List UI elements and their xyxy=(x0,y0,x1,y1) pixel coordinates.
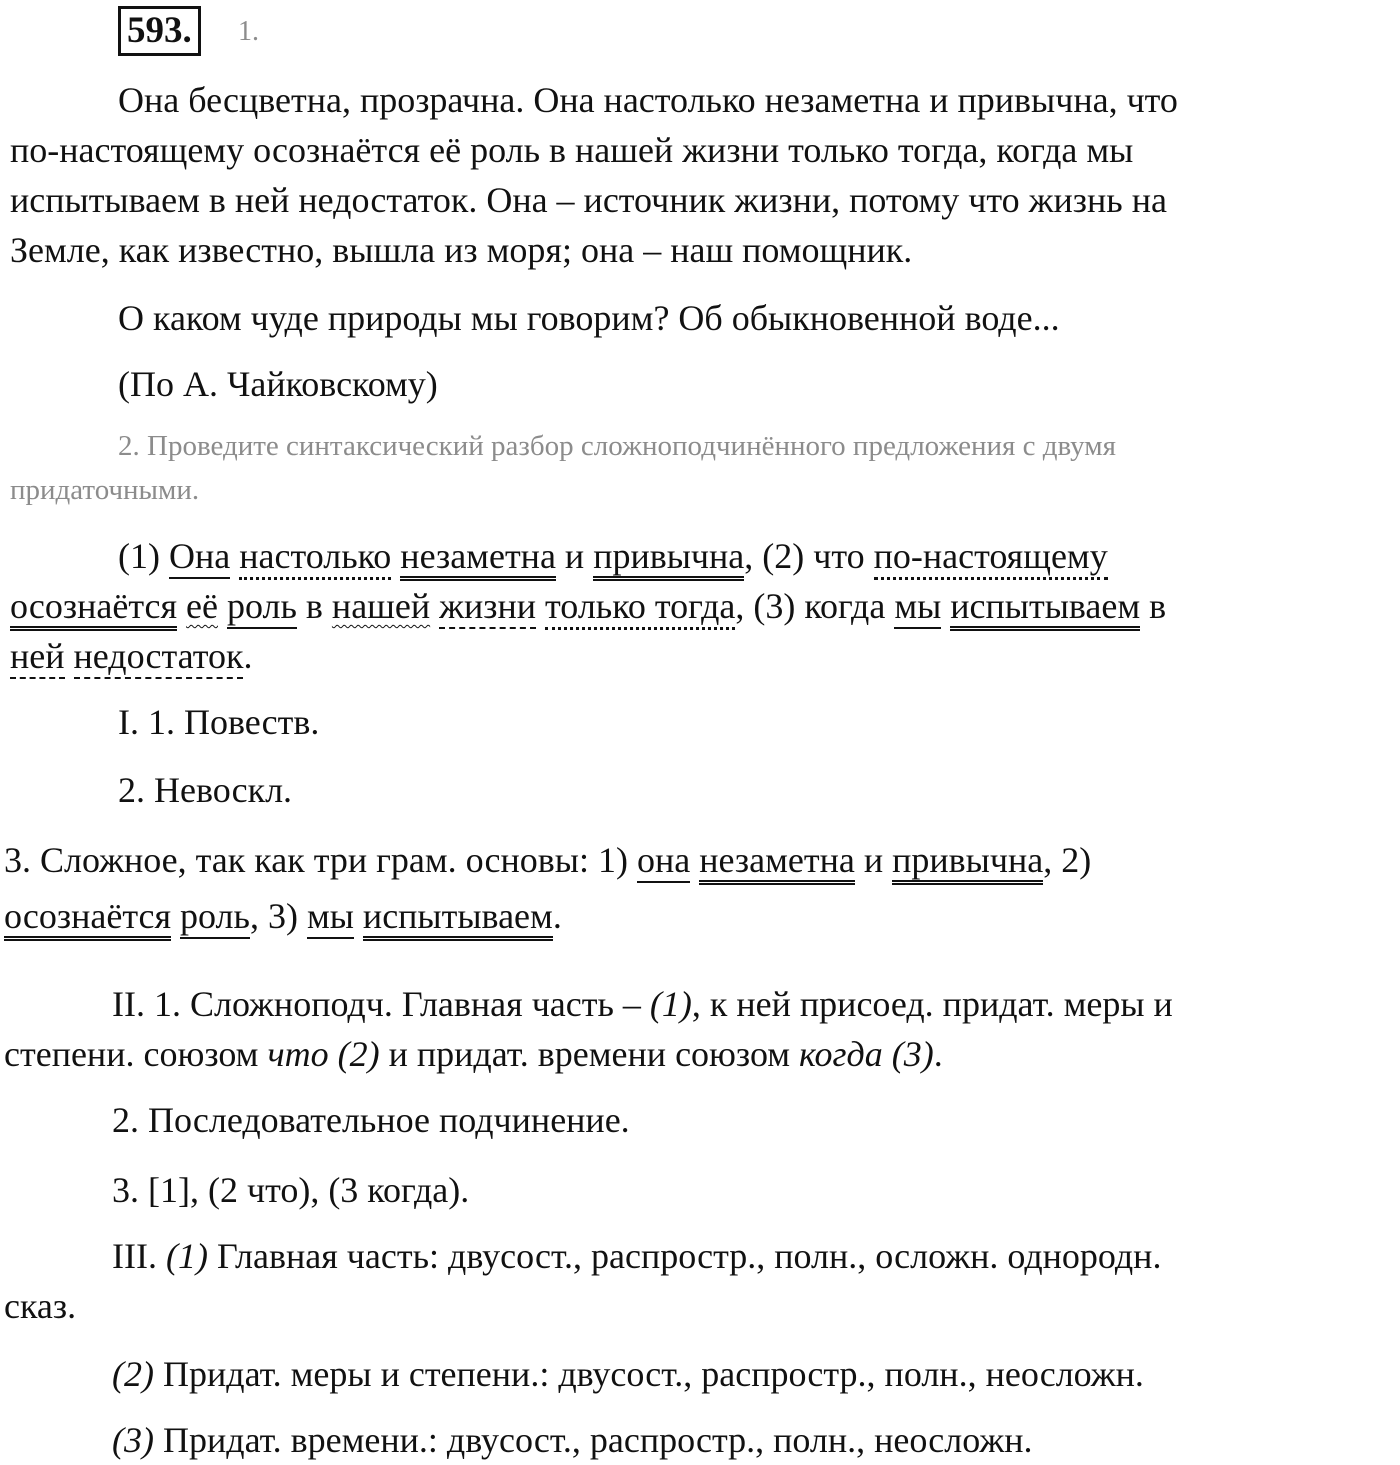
predicate: незаметна xyxy=(699,840,855,885)
adverbial: по-настоящему xyxy=(874,536,1108,580)
object: недостаток xyxy=(74,636,244,679)
predicate: осознаётся xyxy=(4,896,171,941)
analysis-I-1: I. 1. Повеств. xyxy=(118,702,320,742)
analysis-I-3-line-1 xyxy=(4,838,1091,882)
text-line-3: испытываем в ней недостаток. Она – источник жизни, потому что жизнь на xyxy=(10,180,1167,220)
object: жизни xyxy=(439,586,536,629)
analysis-text: , 3) xyxy=(249,896,298,936)
clause-ref: что (2) xyxy=(267,1034,380,1074)
analysis-text: Придат. времени.: двусост., распростр., полн., неосложн. xyxy=(162,1420,1033,1460)
conjunction: и xyxy=(564,536,585,576)
subject: роль xyxy=(180,896,250,939)
predicate: привычна xyxy=(593,536,744,581)
clause-number: (2) xyxy=(762,536,805,576)
clause-ref: когда (3) xyxy=(799,1034,934,1074)
analysis-I-2: 2. Невоскл. xyxy=(118,770,293,810)
task1-label: 1. xyxy=(238,16,259,47)
analysis-II-1-line-2 xyxy=(4,1032,943,1076)
punctuation: , xyxy=(735,586,745,626)
punctuation: . xyxy=(552,896,562,936)
conjunction: что xyxy=(813,536,865,576)
task2-line-2: придаточными. xyxy=(10,474,200,506)
attribute: нашей xyxy=(331,586,431,626)
analysis-text: Придат. меры и степени.: двусост., распростр., полн., неосложн. xyxy=(162,1354,1144,1394)
conjunction: и xyxy=(863,840,884,880)
punctuation: . xyxy=(243,636,253,676)
subject: она xyxy=(637,840,690,883)
analysis-text: , к ней присоед. придат. меры и xyxy=(691,984,1173,1024)
analysis-III-2 xyxy=(112,1352,1144,1396)
predicate: незаметна xyxy=(400,536,556,581)
parsed-line-1 xyxy=(118,534,1108,578)
subject: роль xyxy=(227,586,297,629)
subject: мы xyxy=(894,586,941,629)
punctuation: , xyxy=(744,536,754,576)
punctuation: . xyxy=(933,1034,943,1074)
clause-ref: (1) xyxy=(649,984,692,1024)
parsed-line-2 xyxy=(10,584,1166,628)
adverbial: только тогда xyxy=(545,586,735,630)
analysis-II-1-line-1 xyxy=(112,982,1173,1026)
analysis-text: степени. союзом xyxy=(4,1034,259,1074)
clause-ref: (2) xyxy=(112,1354,154,1394)
clause-ref: (1) xyxy=(165,1236,208,1276)
adverbial: настолько xyxy=(239,536,391,580)
parsed-line-3 xyxy=(10,634,252,678)
attribute: её xyxy=(186,586,218,626)
analysis-text: II. 1. Сложноподч. Главная часть – xyxy=(112,984,641,1024)
preposition: в xyxy=(305,586,323,626)
analysis-text: 3. Сложное, так как три грам. основы: 1) xyxy=(4,840,628,880)
object: ней xyxy=(10,636,65,679)
analysis-II-3: 3. [1], (2 что), (3 когда). xyxy=(112,1170,470,1210)
predicate: привычна xyxy=(892,840,1043,885)
analysis-text: Главная часть: двусост., распростр., полн., осложн. однородн. xyxy=(216,1236,1162,1276)
task2-line-1: 2. Проведите синтаксический разбор сложноподчинённого предложения с двумя xyxy=(118,430,1116,462)
predicate: испытываем xyxy=(363,896,553,941)
text-line-4: Земле, как известно, вышла из моря; она – наш помощник. xyxy=(10,230,913,270)
text-source: (По А. Чайковскому) xyxy=(118,364,438,404)
conjunction: когда xyxy=(804,586,886,626)
analysis-II-2: 2. Последовательное подчинение. xyxy=(112,1100,630,1140)
preposition: в xyxy=(1149,586,1167,626)
clause-number: (3) xyxy=(753,586,796,626)
analysis-text: , 2) xyxy=(1043,840,1092,880)
analysis-I-3-line-2 xyxy=(4,894,562,938)
exercise-number: 593. xyxy=(118,6,201,56)
analysis-III-line-1 xyxy=(112,1234,1161,1278)
text-line-1: Она бесцветна, прозрачна. Она настолько незаметна и привычна, что xyxy=(118,80,1178,120)
subject: мы xyxy=(307,896,354,939)
predicate: испытываем xyxy=(950,586,1140,631)
analysis-text: III. xyxy=(112,1236,157,1276)
clause-number: (1) xyxy=(118,536,160,576)
text-paragraph-2: О каком чуде природы мы говорим? Об обыкновенной воде... xyxy=(118,298,1060,338)
clause-ref: (3) xyxy=(112,1420,154,1460)
analysis-text: и придат. времени союзом xyxy=(388,1034,791,1074)
predicate: осознаётся xyxy=(10,586,177,631)
text-line-2: по-настоящему осознаётся её роль в нашей жизни только тогда, когда мы xyxy=(10,130,1134,170)
analysis-III-3 xyxy=(112,1418,1033,1462)
subject: Она xyxy=(169,536,230,579)
analysis-III-line-2: сказ. xyxy=(4,1286,77,1326)
